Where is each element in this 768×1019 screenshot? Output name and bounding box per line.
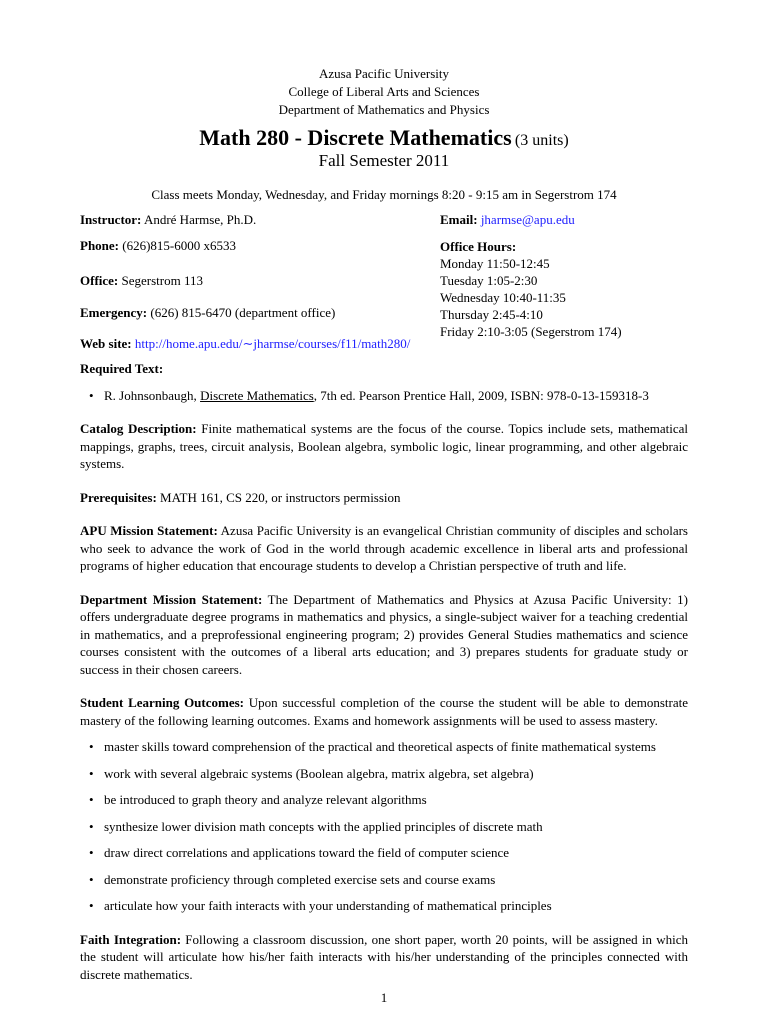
list-item: • draw direct correlations and applications toward the field of computer science	[80, 844, 688, 862]
outcomes-list	[80, 738, 688, 915]
website: Web site: http://home.apu.edu/∼jharmse/courses/f11/math280/	[80, 336, 411, 351]
list-item: • demonstrate proficiency through completed exercise sets and course exams	[80, 871, 688, 889]
email-link[interactable]: jharmse@apu.edu	[480, 212, 575, 227]
apu-mission: APU Mission Statement: Azusa Pacific University is an evangelical Christian community of disciples and scholars who seek to advance the work of God in the world through academic excellence in liberal arts and professional programs of higher education that encourage students to develop a Christian perspective of truth and life.	[80, 523, 688, 573]
course-title: Math 280 - Discrete Mathematics (3 units)	[199, 125, 569, 150]
prerequisites: Prerequisites: MATH 161, CS 220, or instructors permission	[80, 489, 401, 505]
meeting-info: Class meets Monday, Wednesday, and Friday mornings 8:20 - 9:15 am in Segerstrom 174	[151, 187, 617, 202]
list-item: • synthesize lower division math concepts with the applied principles of discrete math	[80, 818, 688, 836]
phone: Phone: (626)815-6000 x6533	[80, 238, 236, 253]
instructor: Instructor: André Harmse, Ph.D.	[80, 212, 257, 227]
list-item: • R. Johnsonbaugh, Discrete Mathematics, 7th ed. Pearson Prentice Hall, 2009, ISBN: 978-0-13-159318-3	[80, 387, 688, 405]
course-units: (3 units)	[514, 132, 569, 149]
learning-outcomes: Student Learning Outcomes: Upon successful completion of the course the student will be able to demonstrate mastery of the following learning outcomes. Exams and homework assignments will be used to assess mastery.	[80, 695, 688, 728]
required-text-heading: Required Text:	[80, 361, 164, 376]
office-hours: Office Hours: Monday 11:50-12:45 Tuesday 1:05-2:30 Wednesday 10:40-11:35 Thursday 2:45-4:10 Friday 2:10-3:05 (Segerstrom 174)	[440, 239, 622, 339]
department-mission: Department Mission Statement: The Department of Mathematics and Physics at Azusa Pacific University: 1) offers undergraduate degree programs in mathematics and physics, a single-subject waiver for a teaching credential in mathematics, and a preprofessional engineering program; 2) provides General Studies mathematics and science courses consistent with the outcomes of a liberal arts education; and 3) prepares students for graduate study or success in their chosen careers.	[80, 591, 688, 677]
catalog-description: Catalog Description: Finite mathematical systems are the focus of the course. Topics include sets, mathematical mappings, graphs, trees, circuit analysis, Boolean algebra, symbolic logic, linear programming, and other algebraic systems.	[80, 421, 688, 471]
semester: Fall Semester 2011	[318, 151, 450, 170]
office: Office: Segerstrom 113	[80, 273, 203, 288]
email: Email: jharmse@apu.edu	[440, 212, 575, 227]
list-item: • master skills toward comprehension of the practical and theoretical aspects of finite mathematical systems	[80, 738, 688, 756]
list-item: • be introduced to graph theory and analyze relevant algorithms	[80, 791, 688, 809]
college-name: College of Liberal Arts and Sciences	[288, 84, 480, 99]
syllabus-body	[80, 360, 688, 1019]
header-block	[0, 65, 768, 119]
list-item: • work with several algebraic systems (Boolean algebra, matrix algebra, set algebra)	[80, 765, 688, 783]
faith-integration: Faith Integration: Following a classroom discussion, one short paper, worth 20 points, will be assigned in which the student will articulate how his/her faith interacts with his/her understanding of the principles connected with discrete mathematics.	[80, 931, 688, 982]
page-number: 1	[380, 990, 388, 1005]
emergency: Emergency: (626) 815-6470 (department office)	[80, 305, 336, 320]
university-name: Azusa Pacific University	[319, 66, 449, 81]
required-text-list	[80, 387, 688, 405]
department-name: Department of Mathematics and Physics	[278, 102, 490, 117]
list-item: • articulate how your faith interacts with your understanding of mathematical principles	[80, 897, 688, 915]
website-link[interactable]: http://home.apu.edu/∼jharmse/courses/f11/math280/	[134, 336, 411, 351]
